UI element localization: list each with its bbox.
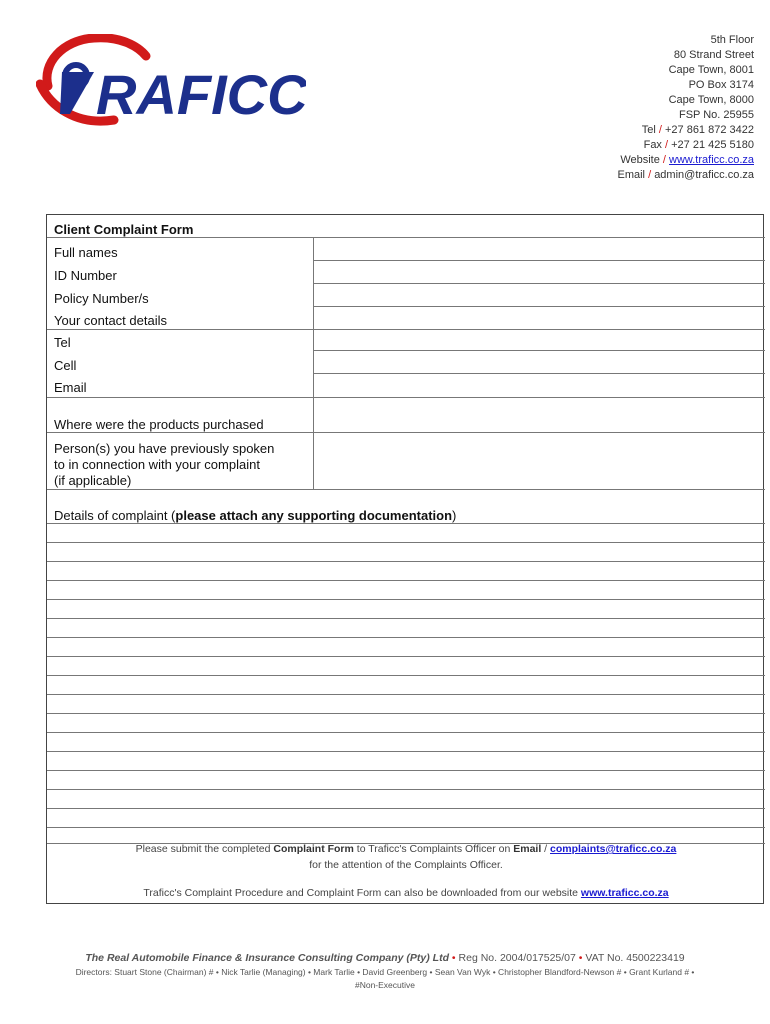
products-purchased-label: Where were the products purchased: [54, 417, 264, 432]
policy-numbers-input[interactable]: [314, 284, 764, 306]
complaint-details-label: Details of complaint (please attach any supporting documentation): [54, 508, 457, 523]
cell-label: Cell: [54, 358, 77, 373]
complaints-email-link[interactable]: complaints@traficc.co.za: [550, 843, 677, 855]
website-line: Website / www.traficc.co.za: [620, 154, 754, 166]
company-address: [618, 33, 755, 183]
full-names-input[interactable]: [314, 238, 764, 260]
complaint-form: [46, 214, 764, 904]
tel-input[interactable]: [314, 330, 764, 350]
fax-line: Fax / +27 21 425 5180: [643, 139, 754, 151]
persons-spoken-label: Person(s) you have previously spoken to in connection with your complaint (if applicable): [54, 441, 275, 488]
email-line: Email / admin@traficc.co.za: [617, 169, 754, 181]
tel-label: Tel: [54, 335, 71, 350]
traficc-logo-graphic: [36, 34, 306, 126]
persons-spoken-input[interactable]: [314, 433, 764, 489]
fsp-number: FSP No. 25955: [678, 109, 754, 121]
policy-numbers-label: Policy Number/s: [54, 291, 149, 306]
admin-email: admin@traficc.co.za: [654, 169, 754, 181]
id-number-input[interactable]: [314, 261, 764, 283]
submit-instructions: Please submit the completed Complaint Form to Traficc's Complaints Officer on Email / complaints@traficc.co.za: [135, 843, 677, 855]
cell-input[interactable]: [314, 351, 764, 373]
logo-wordmark: RAFICC: [96, 63, 306, 126]
address-line: Cape Town, 8000: [668, 94, 754, 106]
website-download-link[interactable]: www.traficc.co.za: [580, 887, 669, 899]
id-number-label: ID Number: [54, 268, 117, 283]
address-line: 5th Floor: [710, 34, 754, 46]
email-label: Email: [54, 380, 87, 395]
submit-instructions-line2: for the attention of the Complaints Officer.: [309, 859, 503, 871]
tel-line: Tel / +27 861 872 3422: [641, 124, 754, 136]
website-link[interactable]: www.traficc.co.za: [669, 154, 754, 166]
email-input[interactable]: [314, 374, 764, 397]
address-line: 80 Strand Street: [673, 49, 754, 61]
contact-details-label: Your contact details: [54, 313, 167, 328]
full-names-label: Full names: [54, 245, 118, 260]
download-note: Traficc's Complaint Procedure and Complaint Form can also be downloaded from our website www.traficc.co.za: [143, 887, 669, 899]
footer-directors: Directors: Stuart Stone (Chairman) # • Nick Tarlie (Managing) • Mark Tarlie • David Greenberg • Sean Van Wyk • Christopher Blandford-Newson # • Grant Kurland # • #Non-Executive: [75, 967, 695, 990]
form-title: Client Complaint Form: [54, 222, 194, 237]
address-line: PO Box 3174: [688, 79, 754, 91]
footer-company-line: The Real Automobile Finance & Insurance Consulting Company (Pty) Ltd • Reg No. 2004/017525/07 • VAT No. 4500223419: [85, 952, 685, 964]
products-purchased-input[interactable]: [314, 398, 764, 432]
address-line: Cape Town, 8001: [668, 64, 754, 76]
complaint-details-area[interactable]: [47, 523, 765, 843]
traficc-logo: [36, 34, 306, 126]
